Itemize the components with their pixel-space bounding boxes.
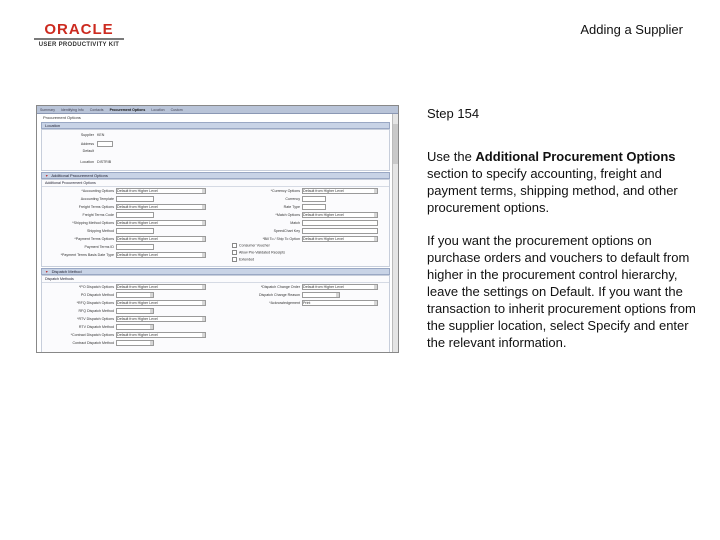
speedchart-row bbox=[230, 228, 378, 234]
select-value: Default from Higher Level bbox=[117, 333, 158, 337]
rate-type-row bbox=[230, 204, 326, 210]
freight-terms-options-select[interactable] bbox=[116, 204, 206, 210]
dispatch-change-order-select[interactable] bbox=[302, 284, 378, 290]
checkbox-label: Consumer Voucher bbox=[239, 243, 270, 248]
shipping-method-row bbox=[44, 228, 154, 234]
address-row bbox=[62, 141, 113, 147]
page-tabs bbox=[37, 106, 398, 114]
p1-intro: Use the bbox=[427, 149, 476, 164]
bill-ship-select[interactable] bbox=[302, 236, 378, 242]
collapse-triangle-icon: ▼ bbox=[45, 270, 49, 274]
dispatch-methods-subheader: Dispatch Methods bbox=[42, 276, 389, 283]
shipping-method-options-select[interactable] bbox=[116, 220, 206, 226]
field-label: Currency bbox=[285, 196, 300, 201]
default-row bbox=[62, 149, 94, 153]
dispatch-method-label: Dispatch Method bbox=[51, 269, 82, 274]
page-title: Procurement Options bbox=[43, 115, 81, 120]
rtv-dispatch-options-row bbox=[44, 316, 206, 322]
payment-terms-id-row bbox=[44, 244, 154, 250]
currency-input[interactable] bbox=[302, 196, 326, 202]
field-label: *RTV Dispatch Options bbox=[77, 316, 114, 321]
payment-terms-options-select[interactable] bbox=[116, 236, 206, 242]
field-label: *Shipping Method Options bbox=[72, 220, 114, 225]
consumer-voucher-checkbox[interactable] bbox=[232, 243, 237, 248]
field-label: *Accounting Options bbox=[81, 188, 114, 193]
default-label: Default bbox=[82, 149, 94, 153]
field-label: Contract Dispatch Method bbox=[72, 340, 114, 345]
acknowledgement-select[interactable] bbox=[302, 300, 378, 306]
po-dispatch-options-row bbox=[44, 284, 206, 290]
field-label: *Payment Terms Options bbox=[74, 236, 114, 241]
step-number: Step 154 bbox=[427, 106, 480, 121]
select-value: Default from Higher Level bbox=[117, 237, 158, 241]
field-label: Freight Terms Options bbox=[78, 204, 114, 209]
select-value: Default from Higher Level bbox=[117, 301, 158, 305]
location-row bbox=[62, 160, 111, 164]
speedchart-input[interactable] bbox=[302, 228, 378, 234]
pre-validated-checkbox[interactable] bbox=[232, 250, 237, 255]
field-label: Payment Terms ID bbox=[84, 244, 114, 249]
field-label: *Acknowledgement bbox=[269, 300, 300, 305]
po-dispatch-options-select[interactable] bbox=[116, 284, 206, 290]
freight-terms-code-row bbox=[44, 212, 154, 218]
checkbox-label: Extended bbox=[239, 257, 255, 262]
field-label: Dispatch Change Reason bbox=[259, 292, 300, 297]
payment-basis-row bbox=[44, 252, 206, 258]
tab-identifying-info[interactable]: Identifying Info bbox=[60, 107, 84, 112]
currency-options-row bbox=[230, 188, 378, 194]
bill-ship-row bbox=[230, 236, 378, 242]
location-label: Location bbox=[80, 160, 94, 164]
field-label: RTV Dispatch Method bbox=[78, 324, 114, 329]
rfq-dispatch-method-select[interactable] bbox=[116, 308, 154, 314]
address-label: Address bbox=[80, 141, 94, 146]
rtv-dispatch-method-row bbox=[44, 324, 154, 330]
extended-checkbox[interactable] bbox=[232, 257, 237, 262]
match-row bbox=[230, 220, 378, 226]
additional-procurement-header[interactable] bbox=[41, 172, 390, 179]
select-value: Default from Higher Level bbox=[117, 253, 158, 257]
rtv-dispatch-options-select[interactable] bbox=[116, 316, 206, 322]
additional-procurement-label: Additional Procurement Options bbox=[51, 173, 108, 178]
consumer-voucher-row bbox=[232, 243, 270, 248]
supplier-row bbox=[62, 133, 104, 137]
tab-location[interactable]: Location bbox=[151, 107, 165, 112]
tab-custom[interactable]: Custom bbox=[170, 107, 183, 112]
dispatch-change-order-row bbox=[230, 284, 378, 290]
checkbox-label: Allow Pre-Validated Receipts bbox=[239, 250, 286, 255]
select-value: Default from Higher Level bbox=[303, 237, 344, 241]
field-label: *Dispatch Change Order bbox=[260, 284, 300, 289]
select-value: Default from Higher Level bbox=[303, 213, 344, 217]
dispatch-method-header[interactable] bbox=[41, 268, 390, 275]
slide-title: Adding a Supplier bbox=[580, 22, 683, 37]
accounting-options-select[interactable] bbox=[116, 188, 206, 194]
select-value: Default from Higher Level bbox=[117, 317, 158, 321]
shipping-method-input[interactable] bbox=[116, 228, 154, 234]
select-value: Default from Higher Level bbox=[117, 221, 158, 225]
rfq-dispatch-method-row bbox=[44, 308, 154, 314]
p1-section-name: Additional Procurement Options bbox=[475, 149, 676, 164]
address-input[interactable] bbox=[97, 141, 113, 147]
freight-terms-code-input[interactable] bbox=[116, 212, 154, 218]
payment-terms-options-row bbox=[44, 236, 206, 242]
field-label: *Payment Terms Basis Date Type bbox=[60, 252, 114, 257]
field-label: PO Dispatch Method bbox=[80, 292, 114, 297]
p1-rest: section to specify accounting, freight and payment terms, shipping method, and other procurement options. bbox=[427, 166, 678, 215]
additional-procurement-subheader: Additional Procurement Options bbox=[42, 180, 389, 187]
extended-row bbox=[232, 257, 254, 262]
instruction-paragraph-1 bbox=[427, 148, 699, 216]
match-input[interactable] bbox=[302, 220, 378, 226]
field-label: *Contract Dispatch Options bbox=[70, 332, 114, 337]
tab-summary[interactable]: Summary bbox=[40, 107, 55, 112]
field-label: Shipping Method bbox=[87, 228, 114, 233]
logo-brand: ORACLE bbox=[44, 21, 114, 38]
shipping-method-options-row bbox=[44, 220, 206, 226]
select-value: Default from Higher Level bbox=[117, 285, 158, 289]
po-dispatch-method-select[interactable] bbox=[116, 292, 154, 298]
freight-terms-options-row bbox=[44, 204, 206, 210]
select-value: Print bbox=[303, 301, 311, 305]
logo-divider bbox=[34, 38, 124, 40]
contract-dispatch-options-select[interactable] bbox=[116, 332, 206, 338]
location-section-header[interactable] bbox=[41, 122, 390, 129]
rfq-dispatch-options-select[interactable] bbox=[116, 300, 206, 306]
location-section bbox=[41, 129, 390, 171]
field-label: Accounting Template bbox=[80, 196, 114, 201]
location-value: DISTRIB bbox=[97, 160, 112, 164]
rate-type-input[interactable] bbox=[302, 204, 326, 210]
field-label: RFQ Dispatch Method bbox=[78, 308, 114, 313]
contract-dispatch-method-row bbox=[44, 340, 154, 346]
contract-dispatch-method-select[interactable] bbox=[116, 340, 154, 346]
payment-terms-id-input[interactable] bbox=[116, 244, 154, 250]
collapse-triangle-icon: ▼ bbox=[45, 174, 49, 178]
pre-validated-row bbox=[232, 250, 285, 255]
field-label: *Currency Options bbox=[270, 188, 300, 193]
select-value: Default from Higher Level bbox=[303, 189, 344, 193]
select-value: Default from Higher Level bbox=[303, 285, 344, 289]
instruction-paragraph-2: If you want the procurement options on purchase orders and vouchers to default from higher in the procurement control hierarchy, leave the settings on Default. If you want the transaction to inherit procurement options from the supplier location, select Specify and enter the relevant information. bbox=[427, 233, 696, 350]
oracle-upk-logo bbox=[34, 22, 124, 48]
rtv-dispatch-method-select[interactable] bbox=[116, 324, 154, 330]
currency-row bbox=[230, 196, 326, 202]
dispatch-change-reason-select[interactable] bbox=[302, 292, 340, 298]
acknowledgement-row bbox=[230, 300, 378, 306]
accounting-options-row bbox=[44, 188, 206, 194]
scrollbar-thumb[interactable] bbox=[393, 124, 398, 164]
page-content bbox=[41, 115, 390, 348]
field-label: Match bbox=[290, 220, 300, 225]
payment-basis-select[interactable] bbox=[116, 252, 206, 258]
field-label: Rate Type bbox=[283, 204, 300, 209]
contract-dispatch-options-row bbox=[44, 332, 206, 338]
dispatch-method-section bbox=[41, 275, 390, 353]
match-options-select[interactable] bbox=[302, 212, 378, 218]
dispatch-change-reason-row bbox=[230, 292, 340, 298]
accounting-template-input[interactable] bbox=[116, 196, 154, 202]
accounting-template-row bbox=[44, 196, 154, 202]
currency-options-select[interactable] bbox=[302, 188, 378, 194]
supplier-value: KEN bbox=[97, 133, 105, 137]
match-options-row bbox=[230, 212, 378, 218]
field-label: *PO Dispatch Options bbox=[79, 284, 114, 289]
field-label: *Bill To / Ship To Option bbox=[262, 236, 300, 241]
field-label: Freight Terms Code bbox=[82, 212, 114, 217]
vertical-scrollbar[interactable] bbox=[392, 114, 398, 352]
field-label: *Match Options bbox=[275, 212, 300, 217]
tab-procurement-options[interactable]: Procurement Options bbox=[109, 107, 146, 112]
tab-contacts[interactable]: Contacts bbox=[89, 107, 104, 112]
location-section-label: Location bbox=[45, 123, 61, 128]
po-dispatch-method-row bbox=[44, 292, 154, 298]
select-value: Default from Higher Level bbox=[117, 189, 158, 193]
logo-product: USER PRODUCTIVITY KIT bbox=[38, 42, 120, 48]
field-label: *RFQ Dispatch Options bbox=[76, 300, 114, 305]
additional-procurement-section bbox=[41, 179, 390, 267]
supplier-label: Supplier bbox=[80, 133, 94, 137]
rfq-dispatch-options-row bbox=[44, 300, 206, 306]
select-value: Default from Higher Level bbox=[117, 205, 158, 209]
embedded-screenshot bbox=[36, 105, 399, 353]
field-label: SpeedChart Key bbox=[273, 228, 300, 233]
